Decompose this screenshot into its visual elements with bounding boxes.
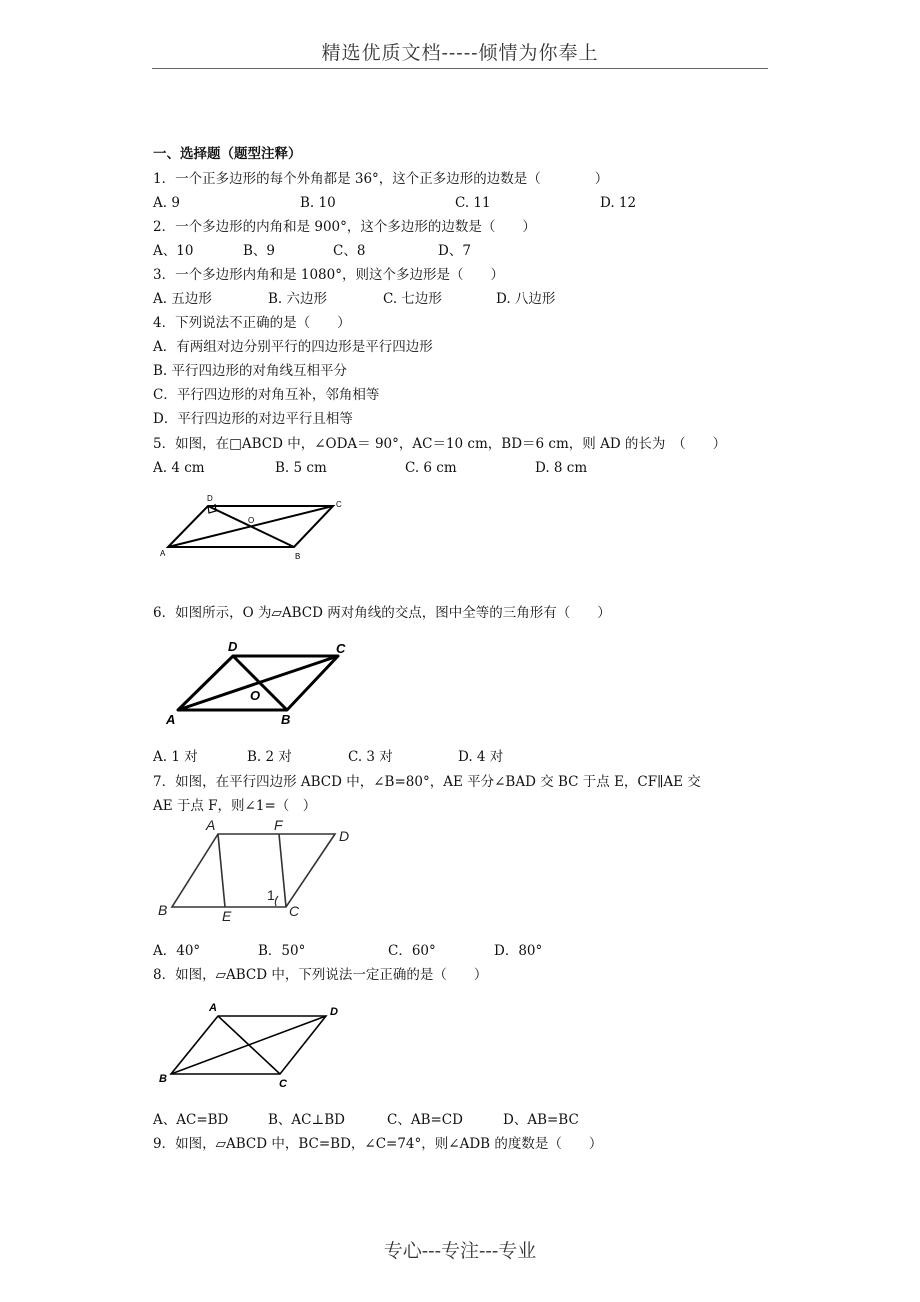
- question-5-option-a: A. 4 cm: [153, 460, 205, 476]
- question-6-option-c: C. 3 对: [348, 749, 393, 765]
- question-8-stem: 8．如图，▱ABCD 中，下列说法一定正确的是（ ）: [153, 967, 488, 983]
- label-d: D: [207, 494, 213, 503]
- question-6-stem: 6．如图所示，O 为▱ABCD 两对角线的交点，图中全等的三角形有（ ）: [153, 605, 611, 621]
- diagonal-ac: [218, 1016, 280, 1074]
- question-3-option-d: D. 八边形: [496, 291, 556, 307]
- question-2-option-b: B、9: [243, 243, 276, 259]
- label-a: A: [166, 712, 176, 727]
- question-7-figure: [150, 818, 365, 928]
- segment-ae: [218, 834, 225, 907]
- label-b: B: [159, 1073, 167, 1085]
- question-7-option-d: D．80°: [494, 943, 543, 959]
- label-b: B: [281, 712, 291, 727]
- question-5-option-c: C. 6 cm: [405, 460, 457, 476]
- label-f: F: [274, 817, 283, 833]
- question-4-option-b: B. 平行四边形的对角线互相平分: [153, 363, 348, 379]
- question-2-option-d: D、7: [438, 243, 471, 259]
- question-7-option-b: B．50°: [258, 943, 306, 959]
- question-2-option-a: A、10: [153, 243, 194, 259]
- question-4-option-c: C．平行四边形的对角互补，邻角相等: [153, 387, 380, 403]
- question-8-option-c: C、AB=CD: [387, 1112, 463, 1128]
- question-2-option-c: C、8: [333, 243, 366, 259]
- question-6-figure: [158, 636, 368, 728]
- label-c: C: [336, 641, 346, 656]
- label-b: B: [295, 552, 301, 561]
- label-d: D: [330, 1006, 338, 1018]
- question-3-option-a: A. 五边形: [153, 291, 212, 307]
- question-1-option-b: B. 10: [300, 195, 336, 211]
- question-1-option-a: A. 9: [153, 195, 180, 211]
- label-o: O: [250, 688, 261, 703]
- question-5-figure: [150, 488, 360, 568]
- header-rule: [152, 68, 768, 69]
- question-8-option-d: D、AB=BC: [503, 1112, 579, 1128]
- question-2-stem: 2．一个多边形的内角和是 900°，这个多边形的边数是（ ）: [153, 219, 536, 235]
- parallelogram-abcd: [172, 834, 335, 907]
- page-header: 精选优质文档-----倾情为你奉上: [321, 42, 599, 64]
- question-8-option-b: B、AC⊥BD: [268, 1112, 345, 1128]
- question-3-option-b: B. 六边形: [268, 291, 328, 307]
- label-c: C: [336, 500, 342, 509]
- question-1-option-c: C. 11: [455, 195, 491, 211]
- question-4-option-d: D．平行四边形的对边平行且相等: [153, 411, 353, 427]
- question-6-option-b: B. 2 对: [247, 749, 292, 765]
- label-angle-1: 1: [267, 887, 275, 903]
- label-c: C: [279, 1078, 287, 1090]
- label-d: D: [228, 639, 238, 654]
- label-a: A: [160, 549, 166, 558]
- question-8-option-a: A、AC=BD: [153, 1112, 229, 1128]
- question-5-option-b: B. 5 cm: [275, 460, 327, 476]
- label-d: D: [339, 828, 350, 844]
- question-6-option-d: D. 4 对: [458, 749, 504, 765]
- question-7-option-c: C．60°: [388, 943, 436, 959]
- question-4-option-a: A．有两组对边分别平行的四边形是平行四边形: [153, 339, 433, 355]
- segment-cf: [279, 834, 286, 907]
- label-c: C: [289, 903, 300, 919]
- section-title: 一、选择题（题型注释）: [153, 146, 302, 162]
- label-o: O: [248, 516, 255, 525]
- question-8-figure: [152, 996, 352, 1092]
- question-5-option-d: D. 8 cm: [535, 460, 588, 476]
- question-7-stem-line-1: 7．如图，在平行四边形 ABCD 中，∠B=80°，AE 平分∠BAD 交 BC 于点 E，CF∥AE 交: [153, 774, 701, 790]
- label-e: E: [222, 908, 232, 924]
- label-a: A: [209, 1002, 217, 1014]
- angle-1-arc: [275, 896, 278, 906]
- question-1-option-d: D. 12: [600, 195, 637, 211]
- question-4-stem: 4．下列说法不正确的是（ ）: [153, 315, 351, 331]
- question-6-option-a: A. 1 对: [153, 749, 198, 765]
- label-b: B: [158, 902, 168, 918]
- question-3-stem: 3．一个多边形内角和是 1080°，则这个多边形是（ ）: [153, 267, 504, 283]
- question-9-stem: 9．如图，▱ABCD 中，BC=BD，∠C=74°，则∠ADB 的度数是（ ）: [153, 1136, 603, 1152]
- label-a: A: [206, 817, 216, 833]
- diagonal-bd: [208, 506, 294, 547]
- question-3-option-c: C. 七边形: [383, 291, 442, 307]
- question-1-stem: 1．一个正多边形的每个外角都是 36°，这个正多边形的边数是（ ）: [153, 171, 609, 187]
- page-footer: 专心---专注---专业: [383, 1240, 537, 1262]
- question-7-option-a: A．40°: [153, 943, 201, 959]
- question-5-stem: 5．如图，在□ABCD 中，∠ODA＝ 90°，AC＝10 cm，BD＝6 cm，则 AD 的长为 （ ）: [153, 436, 727, 452]
- question-7-stem-line-2: AE 于点 F，则∠1=（ ）: [153, 798, 317, 814]
